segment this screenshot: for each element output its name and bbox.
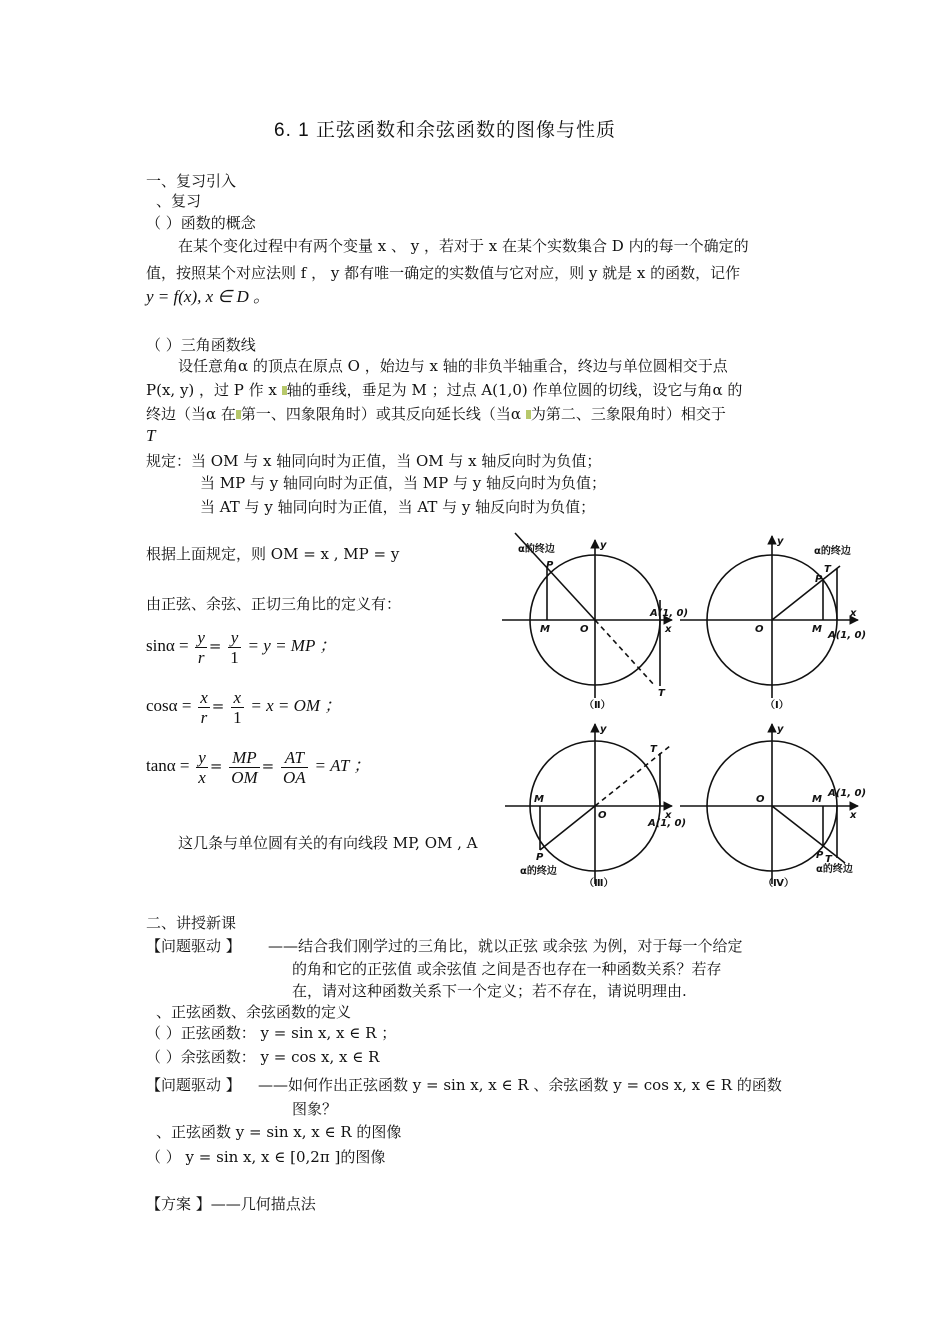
item-function-concept: （ ）函数的概念 [146,214,256,232]
question-driver-tag: 【问题驱动 】 [146,937,241,955]
function-definition-line1: 在某个变化过程中有两个变量 x 、 y ，若对于 x 在某个实数集合 D 内的每一个确定的 [178,237,749,255]
sign-rule-mp: 当 MP 与 y 轴同向时为正值，当 MP 与 y 轴反向时为负值； [200,474,606,492]
origin-label: O [580,624,589,635]
point-m-label: M [812,624,822,635]
fraction [231,688,244,727]
by-rule-statement: 根据上面规定，则 OM = x , MP = y [146,545,400,563]
sine-function-definition: （ ）正弦函数： y = sin x, x ∈ R ； [146,1024,397,1042]
x-axis-label: x [850,810,857,821]
function-definition-line2: 值，按照某个对应法则 f ， y 都有唯一确定的实数值与它对应，则 y 就是 x 的函数，记作 [146,264,741,282]
cos-rhs: = x = OM ； [250,696,342,715]
question-driver-line1: ——结合我们刚学过的三角比，就以正弦 或余弦 为例，对于每一个给定 [268,937,743,955]
trig-line3-part-b: 第一、四象限角时）或其反向延长线（当α [240,405,526,423]
point-t-label: T [658,688,665,699]
definition-heading: 、正弦函数、余弦函数的定义 [156,1003,352,1021]
panel-label-q1: （Ⅰ） [765,700,789,711]
point-a-label: A(1, 0) [828,630,867,641]
tan-formula: tanα = $\frac{y}{x}$ = $\frac{MP}{OM}$ = $\frac{AT}{OA}$ = AT ； [146,747,371,787]
panel-quadrant-2 [502,533,672,698]
cos-formula: cosα = $\frac{x}{r}$ = $\frac{x}{1}$ = x = OM ； [146,687,342,727]
sign-rule-at: 当 AT 与 y 轴同向时为正值，当 AT 与 y 轴反向时为负值； [200,498,596,516]
tan-lhs: tanα = [146,756,190,775]
denominator: OA [282,767,306,787]
fraction [229,748,259,787]
y-axis-label: y [600,724,607,735]
denominator: 1 [230,647,239,667]
alpha-side-label: α的终边 [520,866,557,877]
trig-line2-part-b: 轴的垂线，垂足为 M ；过点 A(1,0) 作单位圆的切线，设它与角α 的 [286,381,743,399]
subheading-review: 、复习 [156,192,202,210]
numerator: y [228,628,241,648]
point-a-label: A(1, 0) [648,818,687,829]
point-p-label: P [546,560,554,571]
sin-rhs: = y = MP ； [247,636,337,655]
trig-line3-part-a: 终边（当α 在 [146,405,236,423]
question-driver2-line2: 图象？ [292,1100,338,1118]
point-m-label: M [540,624,550,635]
point-t-label: T [650,744,657,755]
fraction [198,688,210,727]
origin-label: O [598,810,607,821]
section-heading-new-lesson: 二、讲授新课 [146,914,237,932]
numerator: y [198,747,206,767]
panel-label-q2: （Ⅱ） [584,700,611,711]
y-axis-label: y [600,540,607,551]
alpha-side-label: α的终边 [814,546,851,557]
point-t-label: T [825,854,832,865]
point-m-label: M [534,794,544,805]
function-notation: y = f(x), x ∈ D 。 [146,287,270,306]
trig-definition-line1: 设任意角α 的顶点在原点 O ，始边与 x 轴的非负半轴重合，终边与单位圆相交于点 [178,357,728,375]
question-driver2-line1: ——如何作出正弦函数 y = sin x, x ∈ R 、余弦函数 y = cos x, x ∈ R 的函数 [258,1076,782,1094]
sin-lhs: sinα = [146,636,189,655]
denominator: OM [231,767,258,787]
denominator: r [197,647,205,667]
point-m-label: M [812,794,822,805]
panel-quadrant-1 [680,536,858,698]
alpha-side-label: α的终边 [816,864,853,875]
numerator: x [200,687,208,707]
by-definition-statement: 由正弦、余弦、正切三角比的定义有： [146,595,402,613]
trig-line2-part-a: P(x, y) ，过 P 作 x [146,381,282,399]
fraction [228,628,241,667]
origin-label: O [755,624,764,635]
sine-graph-heading: 、正弦函数 y = sin x, x ∈ R 的图像 [156,1123,402,1141]
point-p-label: P [536,852,544,863]
question-driver-line3: 在，请对这种函数关系下一个定义；若不存在，请说明理由. [292,982,687,1000]
sin-formula: sinα = $\frac{y}{r}$ = $\frac{y}{1}$ = y = MP ； [146,627,337,667]
panel-label-q3: （Ⅲ） [584,878,614,889]
trig-definition-line4: T [146,426,156,445]
sine-graph-interval: （ ） y = sin x, x ∈ [0,2π ]的图像 [146,1148,386,1166]
point-p-label: P [815,574,823,585]
numerator: y [197,627,205,647]
denominator: x [198,767,206,787]
panel-quadrant-3 [505,724,672,884]
origin-label: O [756,794,765,805]
cosine-function-definition: （ ）余弦函数： y = cos x, x ∈ R [146,1048,380,1066]
x-axis-label: x [665,624,672,635]
cos-lhs: cosα = [146,696,192,715]
numerator: AT [281,748,308,768]
fraction [281,748,308,787]
y-axis-label: y [777,724,784,735]
point-p-label: P [816,850,824,861]
numerator: MP [229,748,259,768]
y-axis-label: y [777,536,784,547]
fraction [196,748,208,787]
panel-label-q4: （Ⅳ） [763,878,794,889]
section-heading-review: 一、复习引入 [146,172,237,190]
item-trig-lines: （ ）三角函数线 [146,336,256,354]
alpha-side-label: α的终边 [518,544,555,555]
point-t-label: T [824,564,831,575]
unit-circle-figure [500,528,872,890]
x-axis-label: x [850,608,857,619]
plan-geometric-plotting: 【方案 】——几何描点法 [146,1195,316,1213]
fraction [195,628,207,667]
point-a-label: A(1, 0) [650,608,689,619]
denominator: 1 [233,707,242,727]
point-a-label: A(1, 0) [828,788,867,799]
question-driver-line2: 的角和它的正弦值 或余弦值 之间是否也存在一种函数关系？若存 [292,960,722,978]
sign-rule-om: 规定：当 OM 与 x 轴同向时为正值，当 OM 与 x 轴反向时为负值； [146,452,602,470]
numerator: x [231,688,244,708]
trig-line3-part-c: 为第二、三象限角时）相交于 [530,405,726,423]
page-title: 6. 1 正弦函数和余弦函数的图像与性质 [274,120,616,141]
tan-rhs: = AT ； [314,756,371,775]
trig-definition-line3 [146,403,726,425]
trig-definition-line2 [146,379,742,401]
directed-segments-note: 这几条与单位圆有关的有向线段 MP, OM , A [178,834,478,852]
denominator: r [200,707,208,727]
x-axis-label: x [665,810,672,821]
question-driver-tag-2: 【问题驱动 】 [146,1076,241,1094]
